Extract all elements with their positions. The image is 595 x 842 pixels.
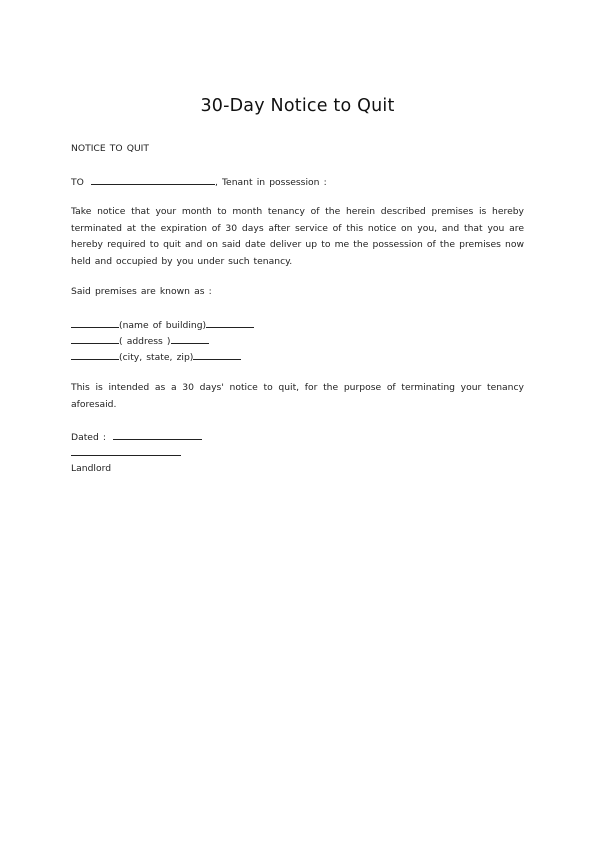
tenant-name-blank[interactable] — [91, 175, 215, 185]
address-line-city — [71, 350, 241, 364]
address-label: ( address ) — [119, 336, 171, 347]
notice-heading: NOTICE TO QUIT — [71, 143, 150, 154]
address-line-building — [71, 318, 254, 332]
building-label: (name of building) — [119, 320, 207, 331]
to-suffix: , Tenant in possession : — [214, 177, 327, 188]
address-blank-right[interactable] — [171, 334, 209, 344]
dated-label: Dated : — [71, 432, 107, 443]
address-blank-left[interactable] — [71, 334, 119, 344]
building-blank-left[interactable] — [71, 318, 119, 328]
address-line-street — [71, 334, 209, 348]
recipient-line — [71, 175, 327, 189]
premises-intro: Said premises are known as : — [71, 286, 212, 297]
signature-line[interactable] — [71, 455, 181, 456]
city-label: (city, state, zip) — [119, 352, 194, 363]
city-blank-right[interactable] — [193, 350, 241, 360]
body-paragraph: Take notice that your month to month tenancy of the herein described premises is hereby terminated at the expiration of 30 days after service of this notice on you, and that you are hereby required to quit and on said date deliver up to me the possession of the premises now held and occupied by you under such tenancy. — [71, 206, 524, 267]
closing-paragraph: This is intended as a 30 days' notice to quit, for the purpose of terminating your tenancy aforesaid. — [71, 382, 524, 410]
building-blank-right[interactable] — [206, 318, 254, 328]
landlord-label: Landlord — [71, 463, 112, 474]
document-title: 30-Day Notice to Quit — [200, 96, 395, 116]
city-blank-left[interactable] — [71, 350, 119, 360]
to-prefix: TO — [71, 177, 84, 188]
date-blank[interactable] — [113, 430, 202, 440]
dated-line — [71, 430, 202, 444]
